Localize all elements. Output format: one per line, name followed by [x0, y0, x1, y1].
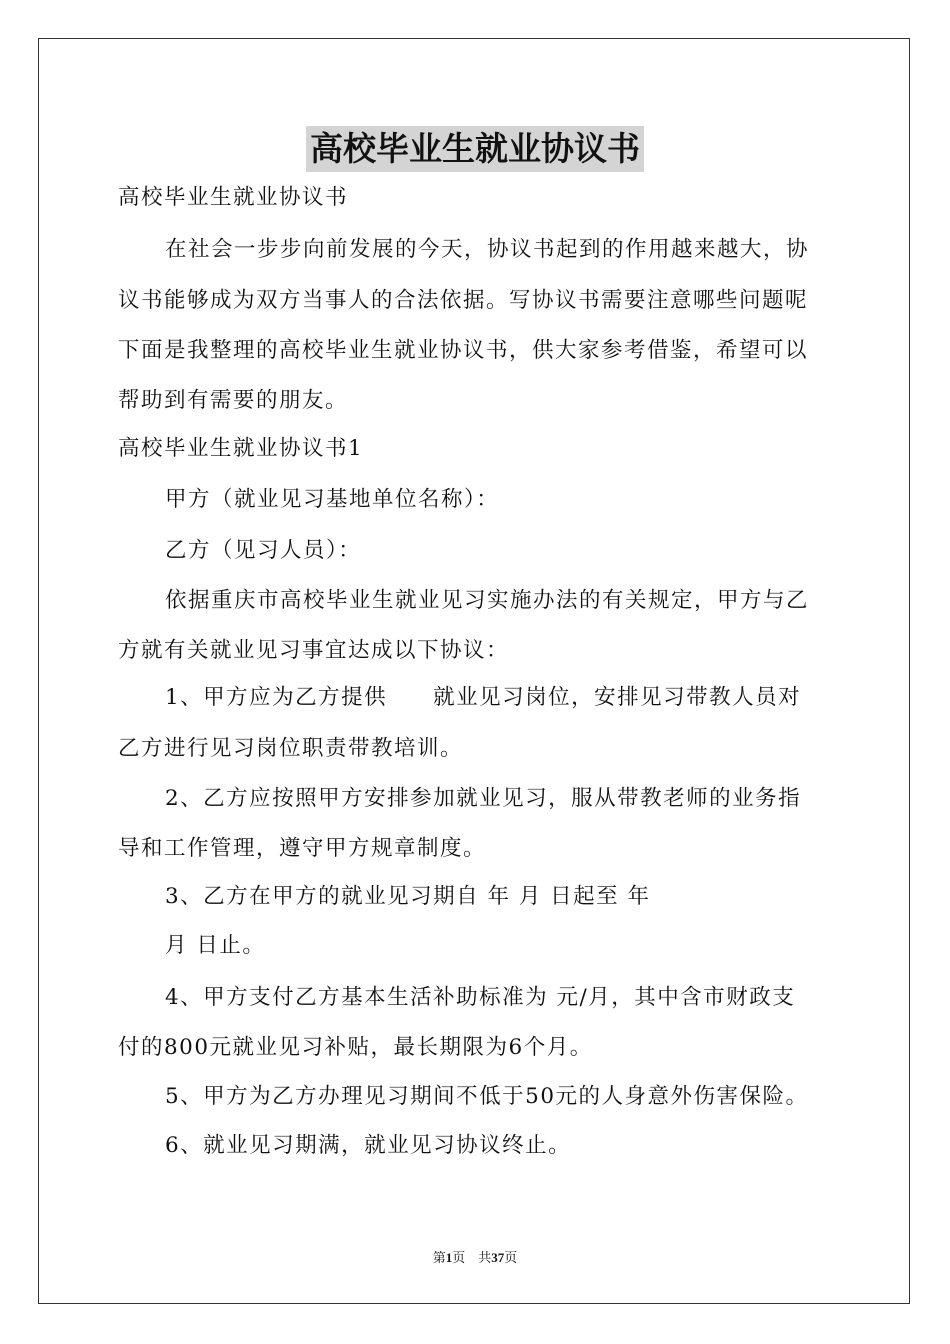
paragraph-line: 1、甲方应为乙方提供 就业见习岗位，安排见习带教人员对 [165, 685, 802, 710]
paragraph-line: 乙方（见习人员）： [165, 538, 362, 563]
paragraph-line: 导和工作管理，遵守甲方规章制度。 [118, 836, 487, 861]
page-border [38, 38, 910, 1304]
total-prefix: 共 [478, 1250, 492, 1265]
title-container [0, 126, 950, 172]
subtitle-line: 高校毕业生就业协议书 [118, 185, 349, 210]
paragraph-line: 2、乙方应按照甲方安排参加就业见习，服从带教老师的业务指 [165, 786, 802, 811]
paragraph-line: 甲方（就业见习基地单位名称）： [165, 487, 500, 512]
paragraph-line: 5、甲方为乙方办理见习期间不低于50元的人身意外伤害保险。 [165, 1084, 809, 1109]
page-prefix: 第 [432, 1250, 446, 1265]
paragraph-line: 月 日止。 [165, 933, 266, 958]
paragraph-line: 帮助到有需要的朋友。 [118, 388, 349, 413]
total-pages: 37 [491, 1250, 505, 1265]
paragraph-line: 议书能够成为双方当事人的合法依据。写协议书需要注意哪些问题呢 [118, 288, 809, 313]
paragraph-line: 依据重庆市高校毕业生就业见习实施办法的有关规定，甲方与乙 [165, 588, 810, 613]
total-suffix: 页 [504, 1250, 518, 1265]
paragraph-line: 乙方进行见习岗位职责带教培训。 [118, 736, 464, 761]
document-title: 高校毕业生就业协议书 [306, 126, 644, 172]
paragraph-line: 在社会一步步向前发展的今天，协议书起到的作用越来越大，协 [165, 237, 810, 262]
paragraph-line: 4、甲方支付乙方基本生活补助标准为 元/月，其中含市财政支 [165, 985, 796, 1010]
section-heading: 高校毕业生就业协议书1 [118, 436, 364, 461]
paragraph-line: 方就有关就业见习事宜达成以下协议： [118, 638, 510, 663]
paragraph-line: 下面是我整理的高校毕业生就业协议书，供大家参考借鉴，希望可以 [118, 338, 809, 363]
paragraph-line: 付的800元就业见习补贴，最长期限为6个月。 [118, 1035, 593, 1060]
page-number: 1 [445, 1250, 453, 1265]
page-footer [0, 1247, 950, 1266]
page-suffix: 页 [452, 1250, 466, 1265]
paragraph-line: 3、乙方在甲方的就业见习期自 年 月 日起至 年 [165, 884, 651, 909]
paragraph-line: 6、就业见习期满，就业见习协议终止。 [165, 1133, 572, 1158]
